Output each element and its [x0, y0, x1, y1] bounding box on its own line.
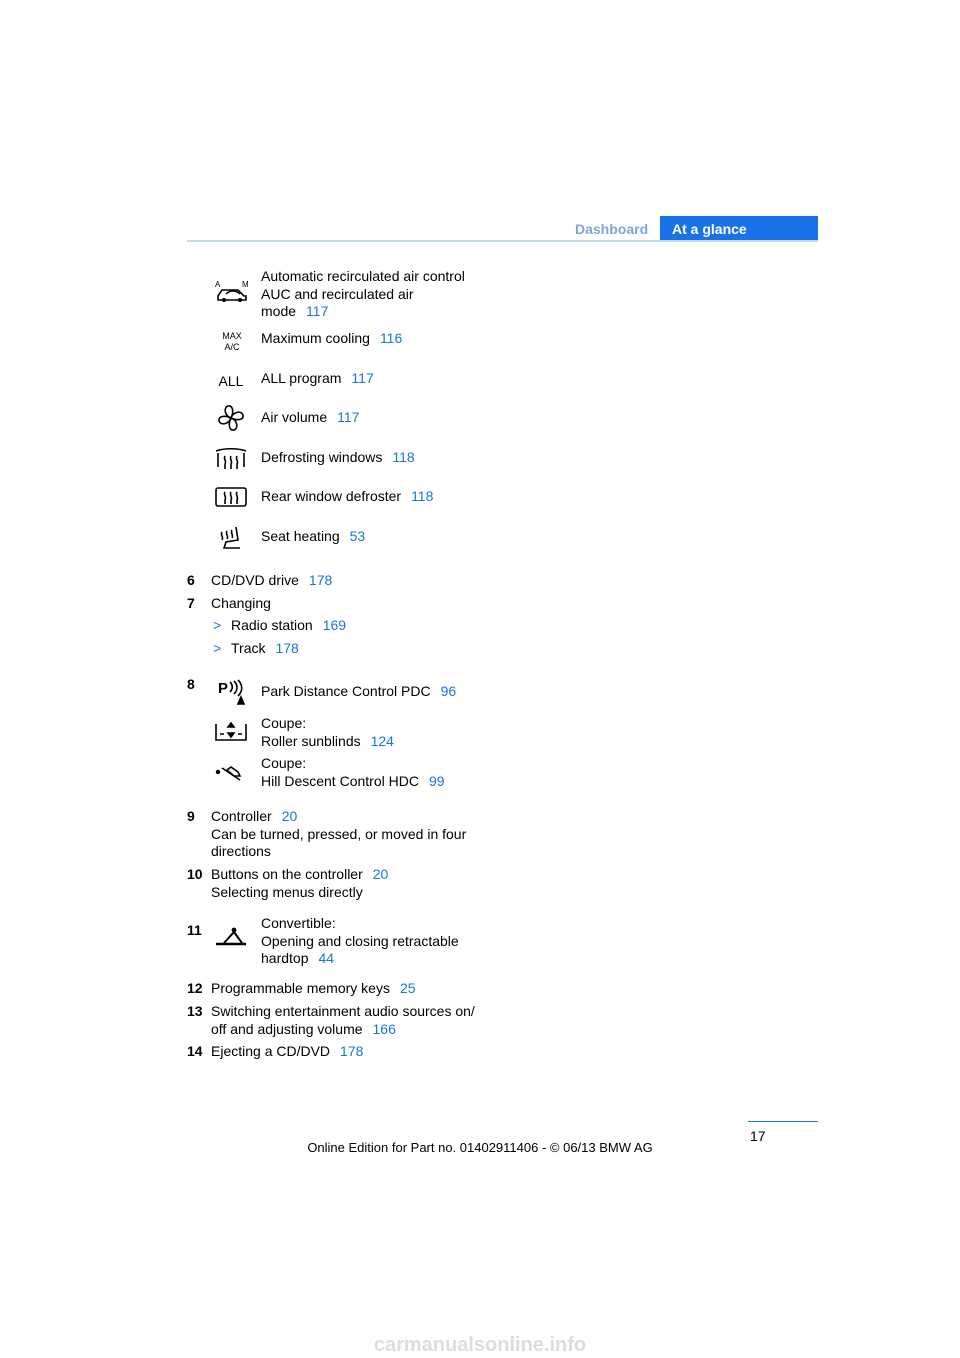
svg-text:M: M [242, 280, 249, 289]
item-text: Switching entertainment audio sources on/ off and adjusting volume 166 [211, 1003, 475, 1037]
svg-text:A: A [215, 280, 221, 289]
svg-text:MAX: MAX [222, 331, 242, 341]
air-volume-label: Air volume 117 [261, 409, 360, 425]
page-ref-link[interactable]: 116 [379, 330, 403, 346]
defrost-windows-label: Defrosting windows 118 [261, 449, 415, 465]
item-text: Changing [211, 595, 271, 611]
page-ref-link[interactable]: 53 [349, 528, 366, 544]
watermark: carmanualsonline.info [373, 1334, 587, 1356]
item-text: Programmable memory keys 25 [211, 980, 416, 996]
rear-defroster-label: Rear window defroster 118 [261, 488, 434, 504]
item-number: 14 [187, 1043, 203, 1059]
page-ref-link[interactable]: 117 [337, 409, 360, 425]
item-text: Ejecting a CD/DVD 178 [211, 1043, 364, 1059]
page-number-rule [748, 1121, 818, 1122]
item-number: 11 [187, 922, 202, 938]
page-ref-link[interactable]: 124 [370, 732, 394, 749]
page-ref-link[interactable]: 117 [306, 303, 329, 319]
item-number: 6 [187, 572, 195, 588]
page-number: 17 [750, 1128, 766, 1144]
page-ref-link[interactable]: 169 [322, 617, 347, 633]
page-ref-link[interactable]: 44 [318, 950, 335, 966]
item-number: 12 [187, 980, 203, 996]
page-ref-link[interactable]: 118 [392, 449, 415, 465]
section-title: Dashboard [575, 221, 649, 237]
page-ref-link[interactable]: 96 [440, 683, 457, 699]
windshield-defrost-icon [214, 447, 248, 473]
auc-recirculation-icon [212, 278, 252, 304]
item-number: 7 [187, 595, 195, 611]
hill-descent-icon [214, 760, 248, 784]
page-ref-link[interactable]: 178 [275, 640, 299, 656]
all-program-icon [216, 372, 246, 390]
svg-text:ALL: ALL [218, 373, 244, 389]
auc-label: Automatic recirculated air control AUC and recirculated air mode 117 [261, 268, 465, 319]
page-ref-link[interactable]: 178 [308, 572, 333, 588]
item-number: 10 [187, 866, 203, 882]
header-divider [187, 240, 818, 242]
bullet-marker: > [213, 617, 222, 633]
bullet-item: Radio station 169 [231, 617, 347, 633]
page-ref-link[interactable]: 20 [372, 866, 389, 882]
chapter-tab [660, 216, 818, 242]
sunblinds-label: Coupe: Roller sunblinds 124 [261, 715, 394, 749]
bullet-marker: > [213, 640, 222, 656]
seat-heating-label: Seat heating 53 [261, 528, 366, 544]
footer-edition: Online Edition for Part no. 01402911406 - © 06/13 BMW AG [307, 1140, 653, 1155]
page-ref-link[interactable]: 178 [340, 1043, 364, 1059]
pdc-label: Park Distance Control PDC 96 [261, 683, 457, 699]
retractable-hardtop-label: Convertible: Opening and closing retractable hardtop 44 [261, 915, 459, 966]
item-text: Buttons on the controller 20 Selecting menus directly [211, 866, 389, 900]
item-text: Controller 20 Can be turned, pressed, or moved in four directions [211, 808, 467, 859]
all-program-label: ALL program 117 [261, 370, 374, 386]
page-ref-link[interactable]: 117 [351, 370, 374, 386]
max-ac-icon [218, 330, 246, 352]
hdc-label: Coupe: Hill Descent Control HDC 99 [261, 755, 445, 789]
max-cooling-label: Maximum cooling 116 [261, 330, 403, 346]
seat-heating-icon [216, 524, 244, 552]
page-ref-link[interactable]: 118 [411, 488, 434, 504]
page-ref-link[interactable]: 99 [428, 772, 445, 789]
item-text: CD/DVD drive 178 [211, 572, 333, 588]
rear-window-defrost-icon [214, 485, 248, 511]
roller-sunblind-icon [214, 720, 248, 744]
fan-icon [215, 402, 247, 434]
page-ref-link[interactable]: 20 [281, 808, 298, 824]
chapter-title: At a glance [672, 221, 747, 237]
item-number: 8 [187, 676, 195, 692]
bullet-item: Track 178 [231, 640, 299, 656]
svg-text:A/C: A/C [224, 342, 240, 352]
item-number: 13 [187, 1003, 203, 1019]
page-ref-link[interactable]: 166 [372, 1020, 396, 1037]
svg-text:P: P [218, 680, 229, 697]
item-number: 9 [187, 808, 195, 824]
pdc-icon [216, 678, 246, 706]
page-ref-link[interactable]: 25 [399, 980, 416, 996]
convertible-top-icon [214, 926, 248, 948]
